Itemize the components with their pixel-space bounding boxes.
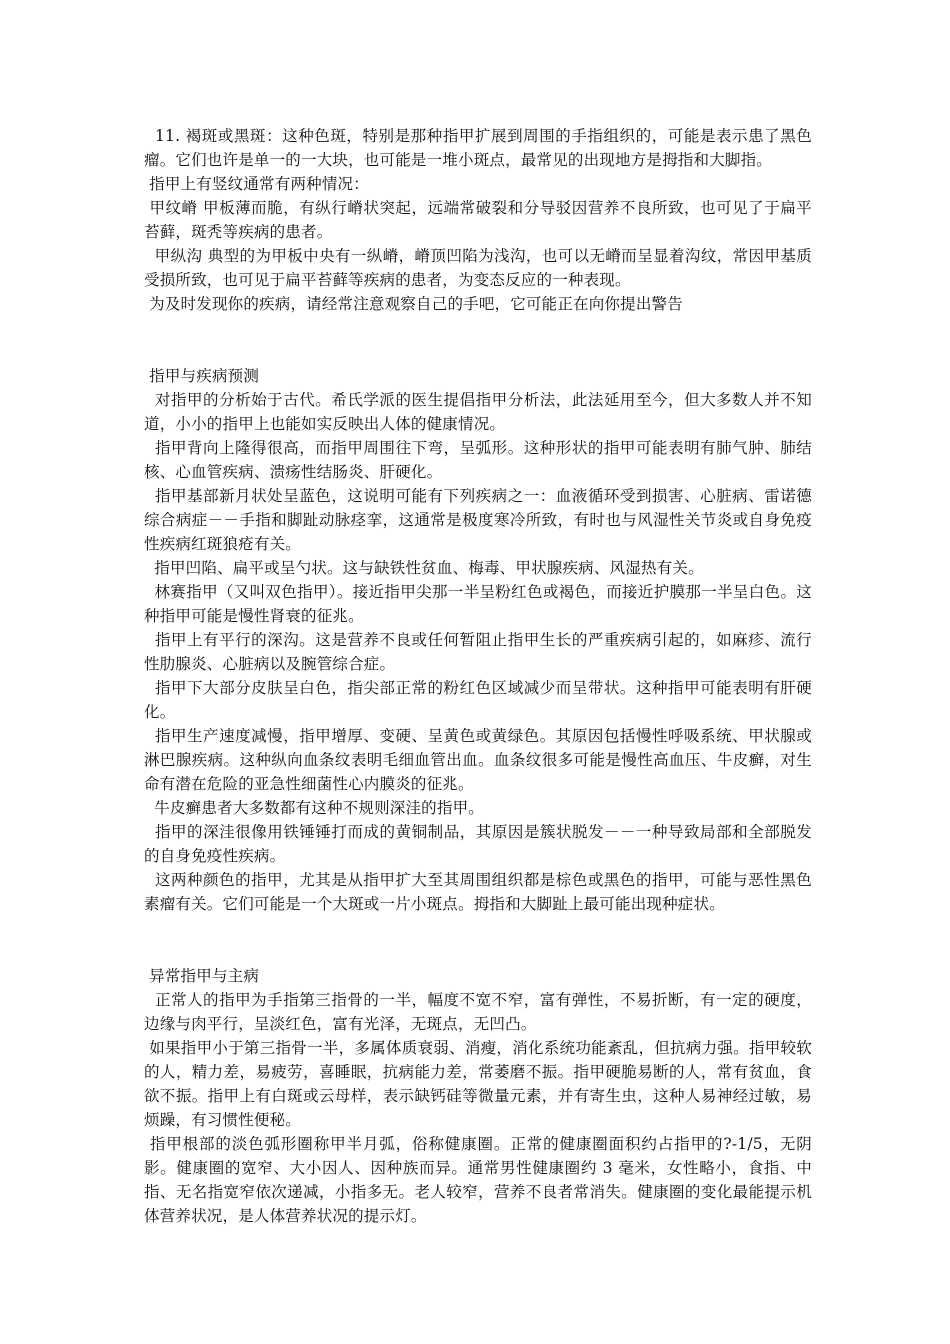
paragraph: 甲纵沟 典型的为甲板中央有一纵嵴，嵴顶凹陷为浅沟，也可以无嵴而呈显着沟纹，常因甲基质受损所致，也可见于扁平苔藓等疾病的患者，为变态反应的一种表现。	[144, 247, 812, 289]
paragraph: 指甲下大部分皮肤呈白色，指尖部正常的粉红色区域减少而呈带状。这种指甲可能表明有肝硬化。	[144, 679, 813, 721]
section-abnormal-nails	[144, 964, 812, 1228]
paragraph: 指甲上有竖纹通常有两种情况：	[144, 175, 369, 193]
paragraph: 如果指甲小于第三指骨一半，多属体质衰弱、消瘦，消化系统功能紊乱，但抗病力强。指甲较软的人，精力差，易疲劳，喜睡眠，抗病能力差，常萎磨不振。指甲硬脆易断的人，常有贫血，食欲不振。指甲上有白斑或云母样，表示缺钙硅等微量元素，并有寄生虫，这种人易神经过敏，易烦躁，有习惯性便秘。	[144, 1039, 812, 1129]
paragraph: 对指甲的分析始于古代。希氏学派的医生提倡指甲分析法，此法延用至今，但大多数人并不知道，小小的指甲上也能如实反映出人体的健康情况。	[144, 391, 813, 433]
paragraph: 正常人的指甲为手指第三指骨的一半，幅度不宽不窄，富有弹性，不易折断，有一定的硬度，边缘与肉平行，呈淡红色，富有光泽，无斑点，无凹凸。	[144, 991, 813, 1033]
paragraph: 指甲的深洼很像用铁锤锤打而成的黄铜制品，其原因是簇状脱发－－一种导致局部和全部脱发的自身免疫性疾病。	[144, 823, 813, 865]
document-page	[144, 124, 812, 1228]
paragraph: 指甲生产速度减慢，指甲增厚、变硬、呈黄色或黄绿色。其原因包括慢性呼吸系统、甲状腺或淋巴腺疾病。这种纵向血条纹表明毛细血管出血。血条纹很多可能是慢性高血压、牛皮癣，对生命有潜在危险的亚急性细菌性心内膜炎的征兆。	[144, 727, 813, 793]
section-nail-disease-prediction	[144, 364, 812, 916]
paragraph: 指甲根部的淡色弧形圈称甲半月弧，俗称健康圈。正常的健康圈面积约占指甲的?-1/5，无阴影。健康圈的宽窄、大小因人、因种族而异。通常男性健康圈约 3 毫米，女性略小，食指、中指、无名指宽窄依次递减，小指多无。老人较窄，营养不良者常消失。健康圈的变化最能提示机体营养状况，是人体营养状况的提示灯。	[144, 1135, 812, 1225]
section-spacer	[144, 316, 812, 364]
paragraph: 林赛指甲（又叫双色指甲）。接近指甲尖那一半呈粉红色或褐色，而接近护膜那一半呈白色。这种指甲可能是慢性肾衰的征兆。	[144, 583, 812, 625]
paragraph: 为及时发现你的疾病，请经常注意观察自己的手吧，它可能正在向你提出警告	[144, 295, 683, 313]
paragraph: 牛皮癣患者大多数都有这种不规则深洼的指甲。	[144, 799, 484, 817]
section-spacer	[144, 916, 812, 964]
paragraph: 指甲上有平行的深沟。这是营养不良或任何暂阻止指甲生长的严重疾病引起的，如麻疹、流行性肋腺炎、心脏病以及腕管综合症。	[144, 631, 813, 673]
paragraph: 甲纹嵴 甲板薄而脆，有纵行嵴状突起，远端常破裂和分导驳因营养不良所致，也可见了于扁平苔藓，斑秃等疾病的患者。	[144, 199, 812, 241]
paragraph: 指甲背向上隆得很高，而指甲周围往下弯，呈弧形。这种形状的指甲可能表明有肺气肿、肺结核、心血管疾病、溃疡性结肠炎、肝硬化。	[144, 439, 813, 481]
paragraph: 指甲凹陷、扁平或呈勺状。这与缺铁性贫血、梅毒、甲状腺疾病、风湿热有关。	[144, 559, 704, 577]
paragraph: 11. 褐斑或黑斑：这种色斑，特别是那种指甲扩展到周围的手指组织的，可能是表示患了黑色瘤。它们也许是单一的一大块，也可能是一堆小斑点，最常见的出现地方是拇指和大脚指。	[144, 127, 812, 169]
section-nail-spots	[144, 124, 812, 316]
section-heading: 指甲与疾病预测	[144, 367, 260, 385]
section-heading: 异常指甲与主病	[144, 967, 260, 985]
paragraph: 指甲基部新月状处呈蓝色，这说明可能有下列疾病之一：血液循环受到损害、心脏病、雷诺德综合病症－－手指和脚趾动脉痉挛，这通常是极度寒冷所致，有时也与风湿性关节炎或自身免疫性疾病红斑狼疮有关。	[144, 487, 813, 553]
paragraph: 这两种颜色的指甲，尤其是从指甲扩大至其周围组织都是棕色或黑色的指甲，可能与恶性黑色素瘤有关。它们可能是一个大斑或一片小斑点。拇指和大脚趾上最可能出现种症状。	[144, 871, 813, 913]
